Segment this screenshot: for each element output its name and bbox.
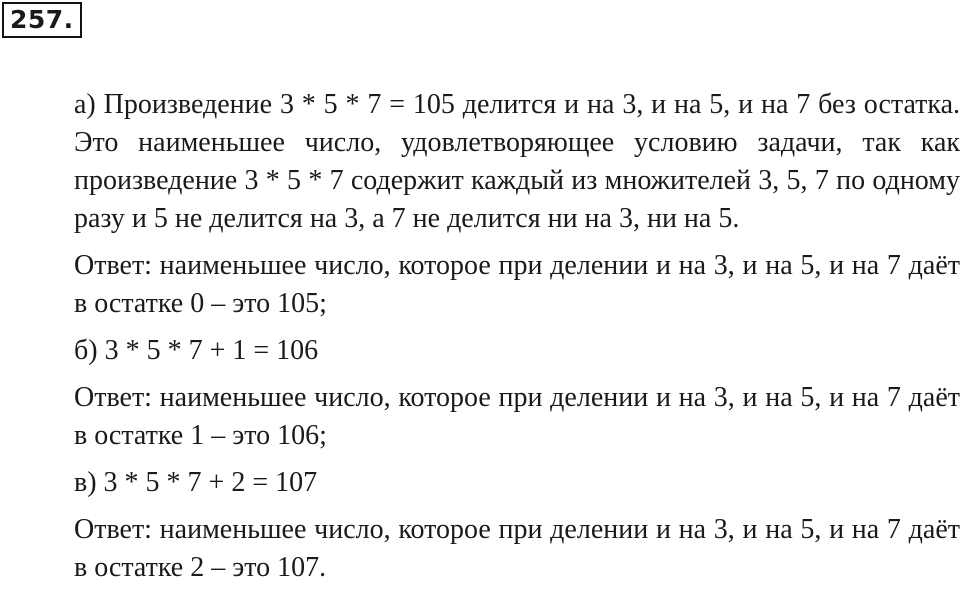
solution-text [74, 86, 960, 587]
part-a-answer: Ответ: наименьшее число, которое при делении и на 3, и на 5, и на 7 даёт в остатке 0 – это 105; [74, 250, 960, 319]
part-b-answer: Ответ: наименьшее число, которое при делении и на 3, и на 5, и на 7 даёт в остатке 1 – это 106; [74, 382, 960, 451]
part-a-explanation: а) Произведение 3 * 5 * 7 = 105 делится и на 3, и на 5, и на 7 без остатка. Это наименьшее число, удовлетворяющее условию задачи, так как произведение 3 * 5 * 7 содержит каждый из множителей 3, 5, 7 по одному разу и 5 не делится на 3, а 7 не делится ни на 3, ни на 5. [74, 89, 960, 234]
part-c-calculation: в) 3 * 5 * 7 + 2 = 107 [74, 467, 318, 498]
part-c-answer: Ответ: наименьшее число, которое при делении и на 3, и на 5, и на 7 даёт в остатке 2 – это 107. [74, 514, 960, 583]
problem-number: 257. [2, 2, 82, 38]
part-b-calculation: б) 3 * 5 * 7 + 1 = 106 [74, 335, 319, 366]
